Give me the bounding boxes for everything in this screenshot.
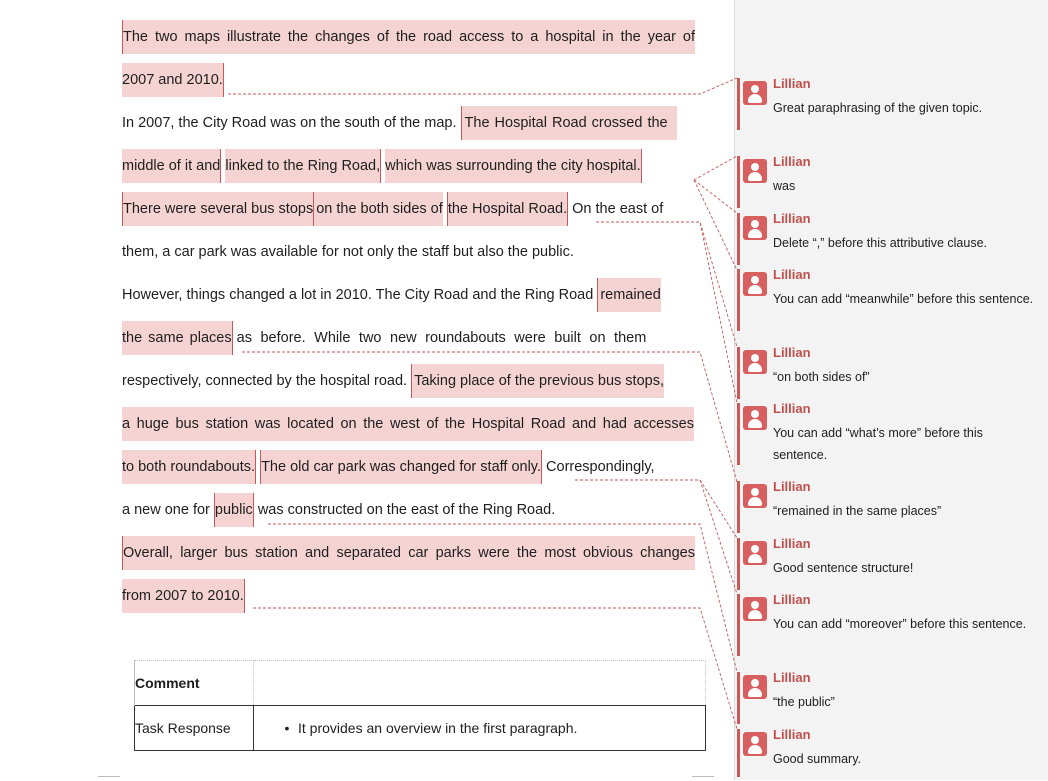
comment-author: Lillian bbox=[773, 479, 811, 494]
essay-line-8 bbox=[122, 317, 694, 360]
comment-text: Good summary. bbox=[773, 752, 861, 766]
avatar bbox=[743, 81, 767, 105]
highlight-middle[interactable]: middle of it and bbox=[122, 149, 221, 183]
highlight-linked[interactable]: linked to the Ring Road, bbox=[225, 149, 381, 183]
comment-card[interactable] bbox=[737, 729, 1040, 777]
highlight-same-places[interactable]: the same places bbox=[122, 321, 233, 355]
essay-line-3 bbox=[122, 102, 694, 145]
avatar bbox=[743, 732, 767, 756]
bullet-icon: • bbox=[284, 720, 290, 736]
task-response-label: Task Response bbox=[135, 720, 231, 736]
highlight-remained[interactable]: remained bbox=[597, 278, 660, 312]
essay-line-10 bbox=[122, 403, 694, 446]
essay-line-13 bbox=[122, 532, 694, 575]
comment-text: “on both sides of” bbox=[773, 370, 870, 384]
text-segment: respectively, connected by the hospital road. bbox=[122, 373, 408, 389]
comment-author: Lillian bbox=[773, 211, 811, 226]
highlight-huge-bus-station[interactable]: a huge bus station was located on the west of the Hospital Road and had accesses bbox=[122, 407, 694, 441]
comment-author: Lillian bbox=[773, 592, 811, 607]
highlight-public[interactable]: public bbox=[214, 493, 254, 527]
comment-card[interactable] bbox=[737, 78, 1040, 130]
highlight-overall[interactable]: Overall, larger bus station and separated car parks were the most obvious changes bbox=[122, 536, 695, 570]
avatar bbox=[743, 406, 767, 430]
comment-author: Lillian bbox=[773, 670, 811, 685]
comment-text: “the public” bbox=[773, 695, 835, 709]
comment-author: Lillian bbox=[773, 345, 811, 360]
highlight-both-sides[interactable]: on the both sides of bbox=[313, 192, 443, 226]
avatar bbox=[743, 350, 767, 374]
essay-line-1 bbox=[122, 16, 694, 59]
essay-line-4 bbox=[122, 145, 694, 188]
table-cell bbox=[254, 661, 706, 706]
essay-line-2 bbox=[122, 59, 694, 102]
comment-text: You can add “what’s more” before this sentence. bbox=[773, 426, 983, 462]
essay-line-14 bbox=[122, 575, 694, 618]
avatar bbox=[743, 484, 767, 508]
comment-author: Lillian bbox=[773, 154, 811, 169]
comment-text: Great paraphrasing of the given topic. bbox=[773, 101, 983, 115]
avatar bbox=[743, 272, 767, 296]
essay-line-11 bbox=[122, 446, 694, 489]
task-response-value: It provides an overview in the first paragraph. bbox=[298, 720, 578, 736]
text-segment: them, a car park was available for not only the staff but also the public. bbox=[122, 244, 574, 260]
comment-card[interactable] bbox=[737, 156, 1040, 208]
table-row bbox=[135, 706, 706, 751]
comment-author: Lillian bbox=[773, 401, 811, 416]
text-segment: was constructed on the east of the Ring Road. bbox=[257, 502, 556, 518]
feedback-table bbox=[134, 660, 706, 751]
avatar bbox=[743, 541, 767, 565]
highlight-hospital-road[interactable]: The Hospital Road crossed the bbox=[461, 106, 677, 140]
avatar bbox=[743, 216, 767, 240]
highlight-intro[interactable]: The two maps illustrate the changes of the road access to a hospital in the year of bbox=[122, 20, 695, 54]
text-segment: Correspondingly, bbox=[546, 459, 655, 475]
essay-line-12 bbox=[122, 489, 694, 532]
essay-line-6 bbox=[122, 231, 694, 274]
avatar bbox=[743, 675, 767, 699]
table-header-cell bbox=[135, 661, 254, 706]
page-corner-mark bbox=[692, 776, 714, 781]
comment-card[interactable] bbox=[737, 347, 1040, 399]
text-segment: as before. While two new roundabouts were built on them bbox=[236, 330, 647, 346]
comment-text: Delete “,” before this attributive clause. bbox=[773, 236, 987, 250]
comment-author: Lillian bbox=[773, 536, 811, 551]
text-segment: In 2007, the City Road was on the south of the map. bbox=[122, 115, 457, 131]
essay-body bbox=[122, 16, 694, 618]
highlight-roundabouts[interactable]: to both roundabouts. bbox=[122, 450, 256, 484]
essay-line-7 bbox=[122, 274, 694, 317]
text-segment: However, things changed a lot in 2010. The City Road and the Ring Road bbox=[122, 287, 594, 303]
comment-card[interactable] bbox=[737, 594, 1040, 656]
comment-card[interactable] bbox=[737, 269, 1040, 331]
table-header: Comment bbox=[135, 675, 200, 691]
highlight-summary-end[interactable]: from 2007 to 2010. bbox=[122, 579, 245, 613]
highlight-old-car-park[interactable]: The old car park was changed for staff only. bbox=[260, 450, 542, 484]
comment-text: “remained in the same places” bbox=[773, 504, 942, 518]
comment-text: You can add “meanwhile” before this sentence. bbox=[773, 292, 1034, 306]
comment-text: was bbox=[773, 179, 796, 193]
essay-line-5 bbox=[122, 188, 694, 231]
comment-text: Good sentence structure! bbox=[773, 561, 914, 575]
comment-card[interactable] bbox=[737, 213, 1040, 265]
table-label-cell bbox=[135, 706, 254, 751]
comment-card[interactable] bbox=[737, 538, 1040, 590]
comment-card[interactable] bbox=[737, 481, 1040, 533]
comment-card[interactable] bbox=[737, 403, 1040, 465]
table-cell bbox=[254, 706, 706, 751]
comment-author: Lillian bbox=[773, 267, 811, 282]
highlight-bus-station[interactable]: Taking place of the previous bus stops, bbox=[411, 364, 664, 398]
page-corner-mark bbox=[98, 776, 120, 781]
comment-author: Lillian bbox=[773, 727, 811, 742]
avatar bbox=[743, 597, 767, 621]
comment-card[interactable] bbox=[737, 672, 1040, 724]
text-segment: On the east of bbox=[572, 201, 664, 217]
highlight-hospital-road-2[interactable]: the Hospital Road. bbox=[447, 192, 568, 226]
comment-text: You can add “moreover” before this sentence. bbox=[773, 617, 1027, 631]
highlight-surrounding[interactable]: which was surrounding the city hospital. bbox=[385, 149, 642, 183]
essay-line-9 bbox=[122, 360, 694, 403]
comment-author: Lillian bbox=[773, 76, 811, 91]
table-row bbox=[135, 661, 706, 706]
highlight-bus-stops[interactable]: There were several bus stops bbox=[122, 192, 313, 226]
highlight-intro-end[interactable]: 2007 and 2010. bbox=[122, 63, 224, 97]
avatar bbox=[743, 159, 767, 183]
text-segment: a new one for bbox=[122, 502, 210, 518]
